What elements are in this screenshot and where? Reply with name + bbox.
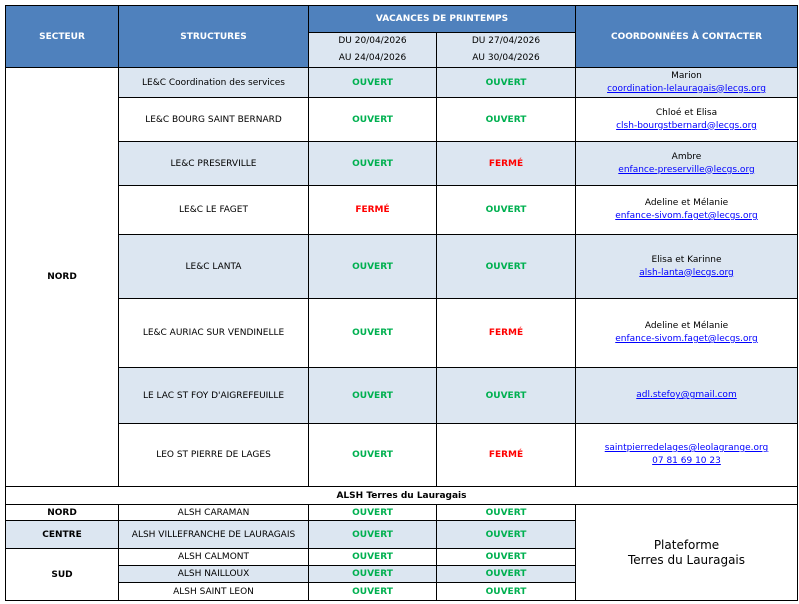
status-week-2: OUVERT xyxy=(437,368,576,424)
status-week-2: OUVERT xyxy=(437,98,576,142)
structure-name: ALSH CARAMAN xyxy=(119,505,309,521)
contact-name: Chloé et Elisa xyxy=(655,107,718,118)
structure-name: LE&C AURIAC SUR VENDINELLE xyxy=(119,299,309,368)
plateforme-line-2: Terres du Lauragais xyxy=(627,552,746,567)
header-coordonnees: COORDONNÉES À CONTACTER xyxy=(576,6,798,68)
sector-nord: NORD xyxy=(6,68,119,487)
header-vacances: VACANCES DE PRINTEMPS xyxy=(309,6,576,33)
status-week-1: OUVERT xyxy=(309,299,437,368)
status-week-2: OUVERT xyxy=(437,521,576,549)
contact-email-link[interactable]: enfance-sivom.faget@lecgs.org xyxy=(615,211,758,221)
sector-sud: SUD xyxy=(6,549,119,601)
contact-cell xyxy=(576,235,798,299)
status-week-1: OUVERT xyxy=(309,424,437,487)
sector-centre: CENTRE xyxy=(6,521,119,549)
contact-email-link[interactable]: enfance-preserville@lecgs.org xyxy=(618,164,755,175)
status-week-2: OUVERT xyxy=(437,583,576,601)
header-week-2 xyxy=(437,33,576,68)
table-row xyxy=(6,68,798,98)
status-week-1: OUVERT xyxy=(309,368,437,424)
contact-cell xyxy=(576,368,798,424)
status-week-2: OUVERT xyxy=(437,549,576,566)
alsh-banner: ALSH Terres du Lauragais xyxy=(6,487,798,505)
contact-email-link[interactable]: coordination-lelauragais@lecgs.org xyxy=(607,83,766,94)
structure-name: ALSH NAILLOUX xyxy=(119,566,309,583)
contact-cell xyxy=(576,186,798,235)
header-secteur: SECTEUR xyxy=(6,6,119,68)
table-row xyxy=(6,505,798,521)
table-row xyxy=(6,98,798,142)
contact-cell xyxy=(576,424,798,487)
contact-cell xyxy=(576,68,798,98)
structure-name: LE&C LANTA xyxy=(119,235,309,299)
structure-name: LE&C LE FAGET xyxy=(119,186,309,235)
status-week-1: OUVERT xyxy=(309,549,437,566)
table-row xyxy=(6,235,798,299)
week-2-end: AU 30/04/2026 xyxy=(472,53,540,63)
table-row xyxy=(6,142,798,186)
contact-email-link[interactable]: enfance-sivom.faget@lecgs.org xyxy=(615,334,758,344)
contact-cell xyxy=(576,98,798,142)
status-week-2: OUVERT xyxy=(437,566,576,583)
structure-name: LE&C PRESERVILLE xyxy=(119,142,309,186)
structure-name: ALSH VILLEFRANCHE DE LAURAGAIS xyxy=(119,521,309,549)
table-row xyxy=(6,424,798,487)
structure-name: LEO ST PIERRE DE LAGES xyxy=(119,424,309,487)
structure-name: ALSH CALMONT xyxy=(119,549,309,566)
table-row xyxy=(6,368,798,424)
contact-name: Adeline et Mélanie xyxy=(644,198,729,208)
contact-email-link[interactable]: alsh-lanta@lecgs.org xyxy=(639,267,734,278)
status-week-1: OUVERT xyxy=(309,521,437,549)
status-week-1: OUVERT xyxy=(309,68,437,98)
structure-name: LE&C BOURG SAINT BERNARD xyxy=(119,98,309,142)
structure-name: ALSH SAINT LEON xyxy=(119,583,309,601)
table-row xyxy=(6,299,798,368)
status-week-2: OUVERT xyxy=(437,186,576,235)
contact-cell xyxy=(576,142,798,186)
header-week-1 xyxy=(309,33,437,68)
contact-name: Elisa et Karinne xyxy=(651,254,722,265)
contact-name: Marion xyxy=(671,70,702,81)
status-week-2: FERMÉ xyxy=(437,424,576,487)
status-week-1: FERMÉ xyxy=(309,186,437,235)
schedule-table xyxy=(5,5,798,601)
status-week-1: OUVERT xyxy=(309,566,437,583)
status-week-1: OUVERT xyxy=(309,142,437,186)
contact-cell xyxy=(576,299,798,368)
status-week-2: OUVERT xyxy=(437,68,576,98)
status-week-1: OUVERT xyxy=(309,98,437,142)
contact-name: Ambre xyxy=(671,151,702,162)
contact-name: Adeline et Mélanie xyxy=(644,321,729,331)
table-row xyxy=(6,186,798,235)
status-week-2: OUVERT xyxy=(437,505,576,521)
plateforme-cell xyxy=(576,505,798,601)
week-1-end: AU 24/04/2026 xyxy=(338,53,407,63)
contact-email-link[interactable]: saintpierredelages@leolagrange.org xyxy=(604,443,769,453)
week-1-start: DU 20/04/2026 xyxy=(338,36,407,46)
status-week-1: OUVERT xyxy=(309,505,437,521)
structure-name: LE&C Coordination des services xyxy=(119,68,309,98)
plateforme-line-1: Plateforme xyxy=(653,537,720,552)
contact-email-link[interactable]: clsh-bourgstbernard@lecgs.org xyxy=(616,120,757,131)
sector-nord-alsh: NORD xyxy=(6,505,119,521)
status-week-1: OUVERT xyxy=(309,235,437,299)
status-week-2: FERMÉ xyxy=(437,142,576,186)
contact-phone-link[interactable]: 07 81 69 10 23 xyxy=(652,456,721,466)
status-week-2: OUVERT xyxy=(437,235,576,299)
week-2-start: DU 27/04/2026 xyxy=(471,36,541,46)
contact-email-link[interactable]: adl.stefoy@gmail.com xyxy=(636,390,737,400)
structure-name: LE LAC ST FOY D'AIGREFEUILLE xyxy=(119,368,309,424)
status-week-1: OUVERT xyxy=(309,583,437,601)
status-week-2: FERMÉ xyxy=(437,299,576,368)
header-structures: STRUCTURES xyxy=(119,6,309,68)
